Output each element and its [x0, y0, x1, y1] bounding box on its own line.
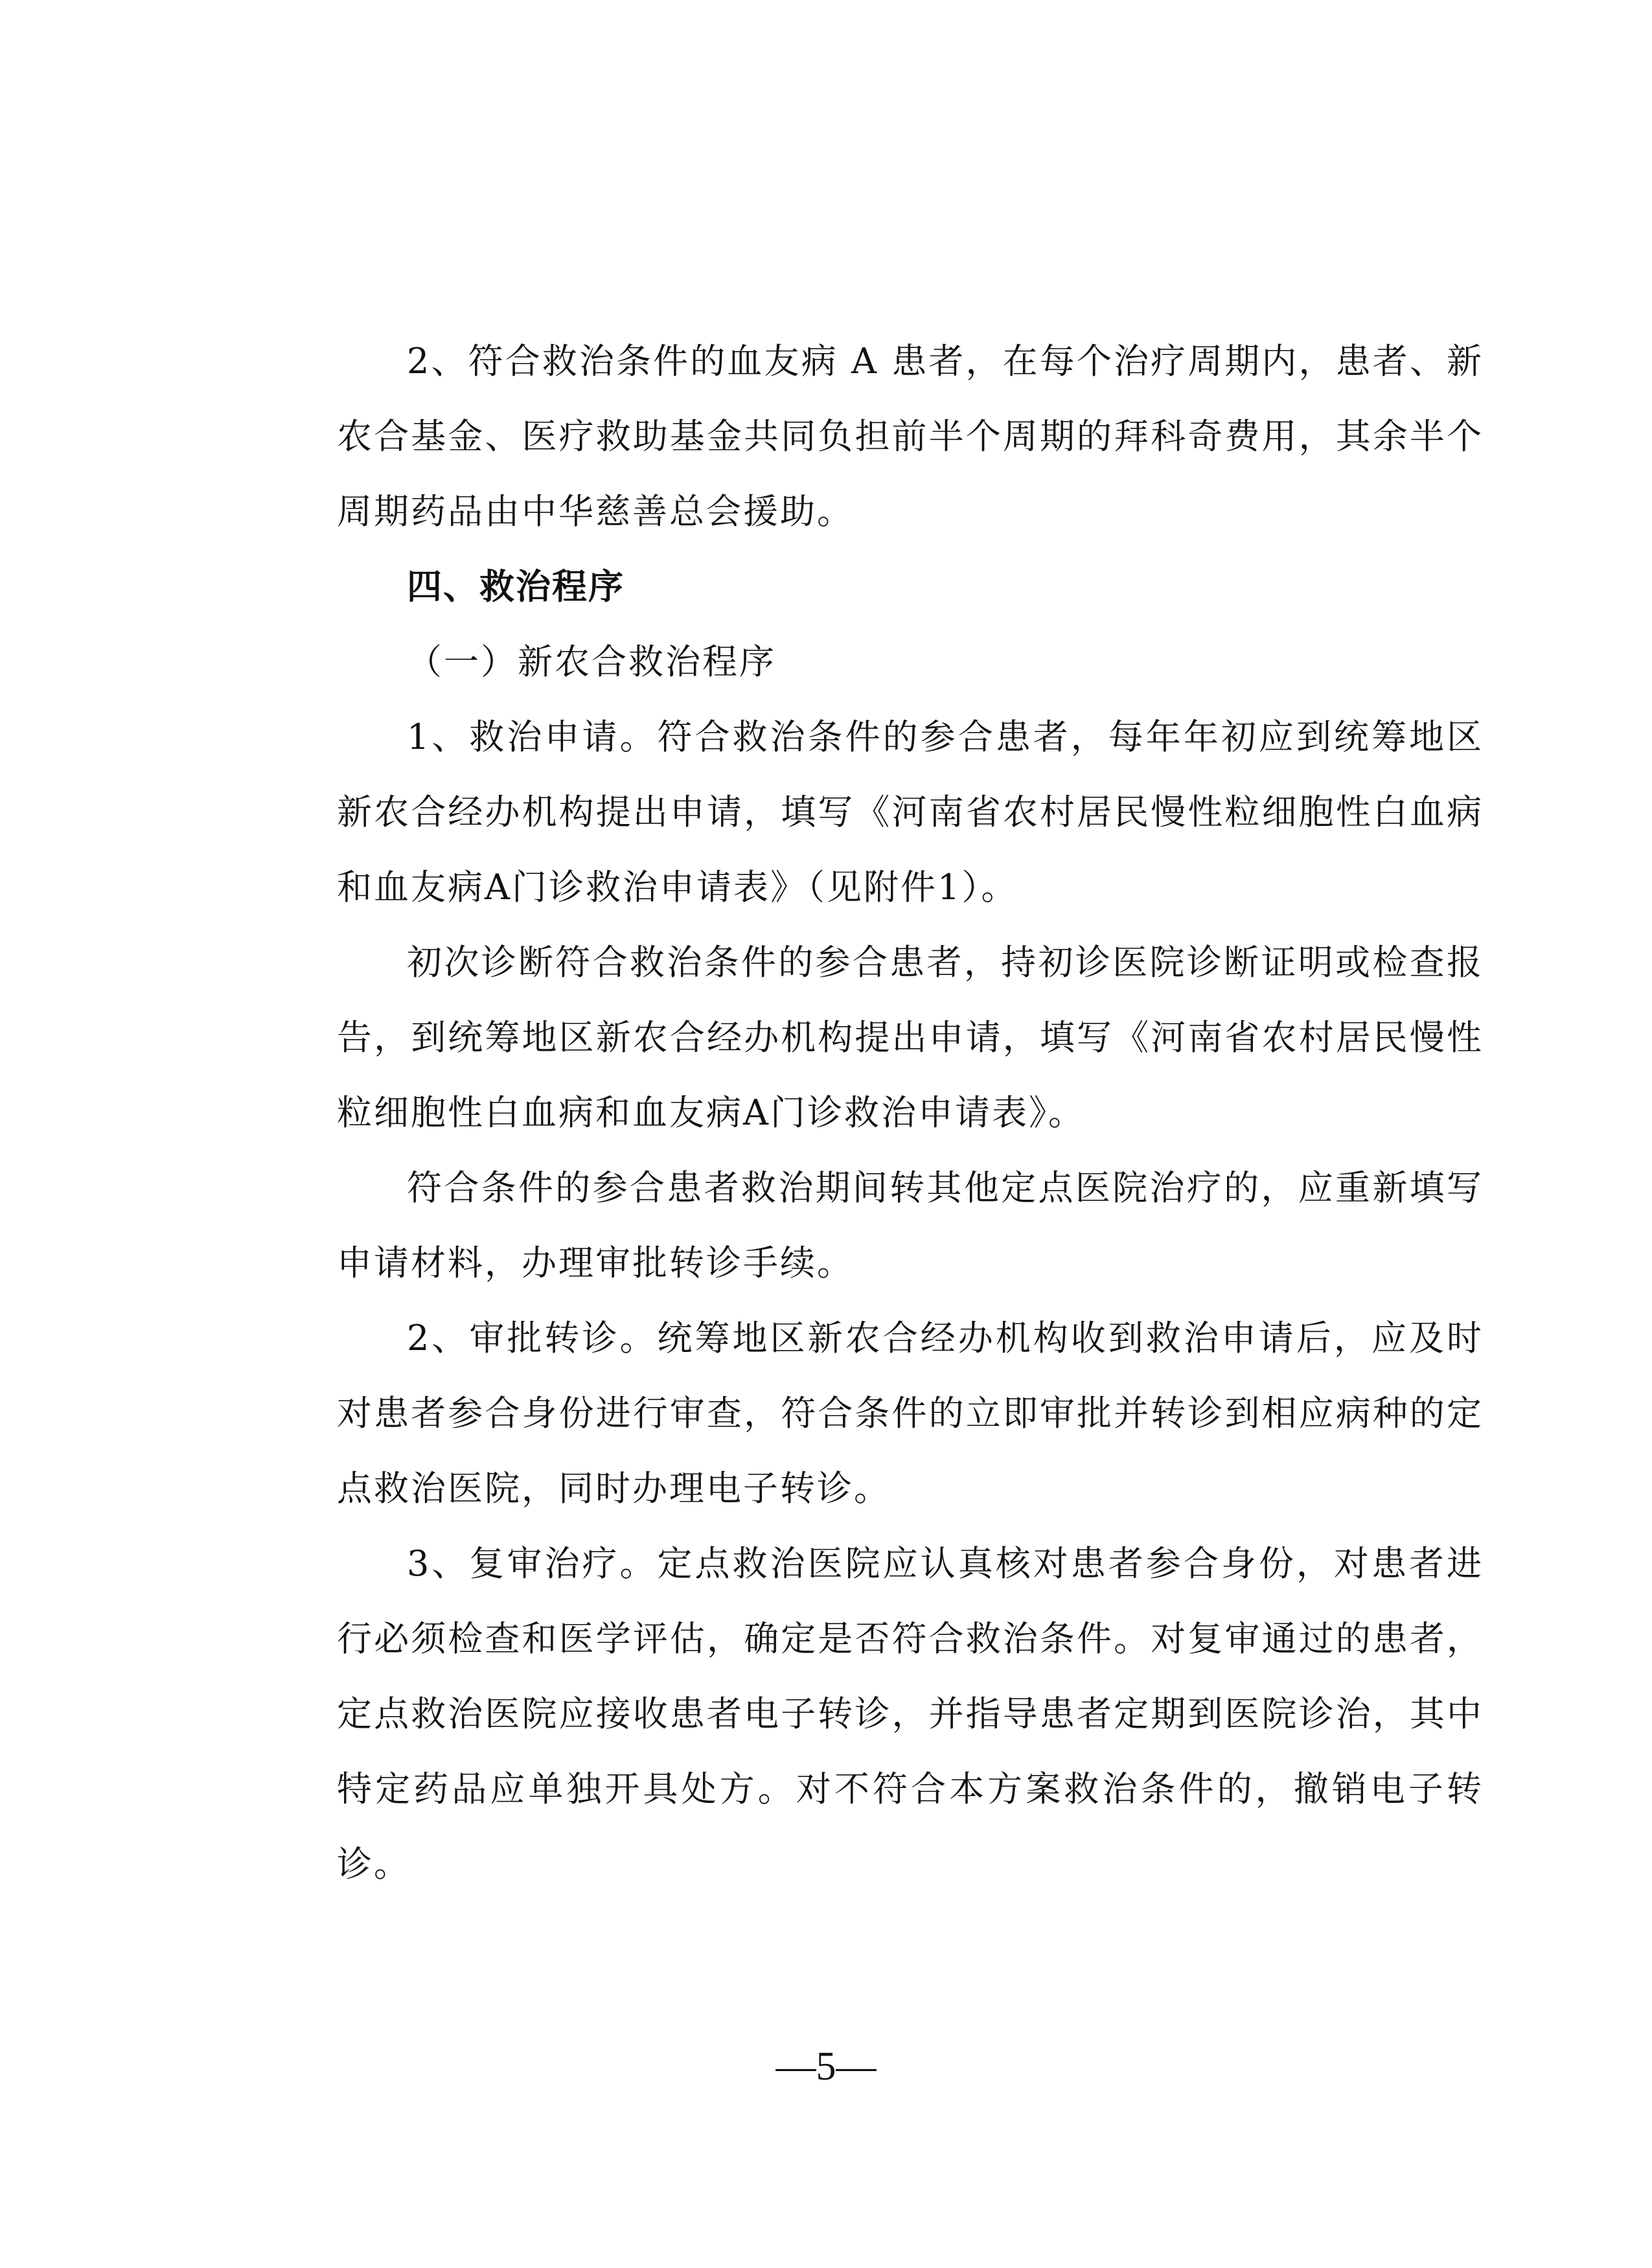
paragraph-hemophilia-cost-sharing: 2、符合救治条件的血友病 A 患者，在每个治疗周期内，患者、新农合基金、医疗救助基金共同负担前半个周期的拜科奇费用，其余半个周期药品由中华慈善总会援助。 — [337, 341, 1484, 532]
subsection-heading-ncms-procedure: （一）新农合救治程序 — [407, 641, 776, 682]
paragraph-approval-referral: 2、审批转诊。统筹地区新农合经办机构收到救治申请后，应及时对患者参合身份进行审查，符合条件的立即审批并转诊到相应病种的定点救治医院，同时办理电子转诊。 — [337, 1318, 1484, 1509]
paragraph-initial-diagnosis: 初次诊断符合救治条件的参合患者，持初诊医院诊断证明或检查报告，到统筹地区新农合经办机构提出申请，填写《河南省农村居民慢性粒细胞性白血病和血友病A门诊救治申请表》。 — [337, 942, 1484, 1133]
paragraph-treatment-application: 1、救治申请。符合救治条件的参合患者，每年年初应到统筹地区新农合经办机构提出申请，填写《河南省农村居民慢性粒细胞性白血病和血友病A门诊救治申请表》（见附件1）。 — [337, 716, 1484, 908]
section-heading-treatment-procedure: 四、救治程序 — [407, 566, 625, 607]
page-number: —5— — [775, 2045, 877, 2089]
paragraph-transfer-hospital: 符合条件的参合患者救治期间转其他定点医院治疗的，应重新填写申请材料，办理审批转诊手续。 — [337, 1167, 1484, 1283]
document-body — [337, 324, 1484, 1902]
paragraph-review-treatment: 3、复审治疗。定点救治医院应认真核对患者参合身份，对患者进行必须检查和医学评估，确定是否符合救治条件。对复审通过的患者，定点救治医院应接收患者电子转诊，并指导患者定期到医院诊治，其中特定药品应单独开具处方。对不符合本方案救治条件的，撤销电子转诊。 — [337, 1543, 1484, 1884]
